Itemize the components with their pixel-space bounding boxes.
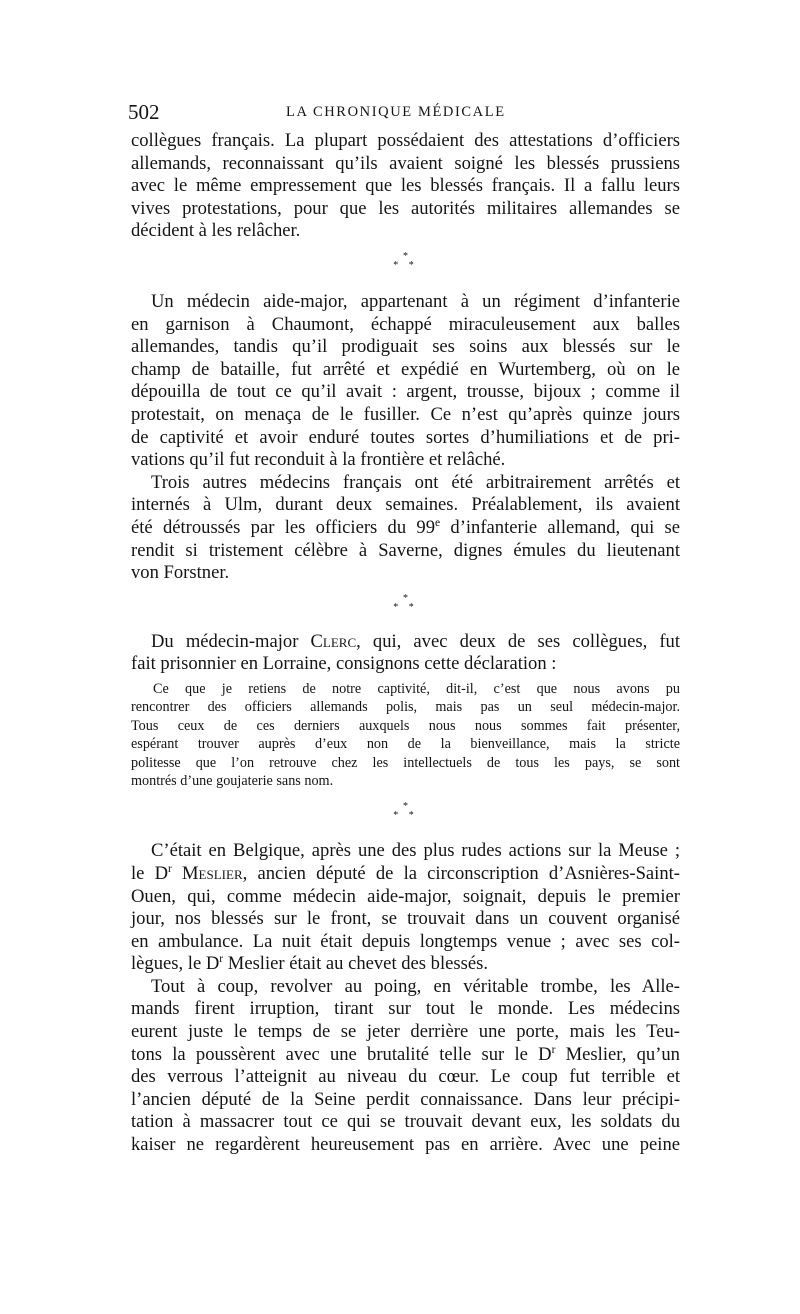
text-line: internés à Ulm, durant deux semaines. Préalablement, ils avaient bbox=[131, 494, 680, 516]
page bbox=[128, 100, 680, 1157]
superscript: e bbox=[435, 516, 441, 529]
author-name: Clerc bbox=[310, 630, 357, 652]
text-line: Du médecin-major Clerc, qui, avec deux de ses collègues, fut bbox=[151, 630, 680, 652]
text-line: eurent juste le temps de se jeter derrière une porte, mais les Teu- bbox=[131, 1021, 680, 1043]
attack-paragraph bbox=[131, 976, 680, 1157]
text-line: rendit si tristement célèbre à Saverne, dignes émules du lieutenant bbox=[131, 539, 680, 561]
text-line: allemands, reconnaissant qu’ils avaient soigné les blessés prussiens bbox=[131, 152, 680, 174]
text-line: tation à massacrer tout ce qui se trouvait devant eux, les soldats du bbox=[131, 1111, 680, 1133]
asterism-top: * bbox=[403, 592, 408, 604]
text-line: lègues, le $D^r$ Meslier était au chevet des blessés. bbox=[131, 953, 489, 975]
text-line: des verrous l’atteignit au niveau du cœur. Le coup fut terrible et bbox=[131, 1066, 680, 1088]
text-line: l’ancien député de la Seine perdit connaissance. Dans leur précipi- bbox=[131, 1088, 680, 1110]
section-asterism bbox=[131, 790, 680, 840]
text-line: Trois autres médecins français ont été arbitrairement arrêtés et bbox=[151, 471, 680, 493]
quote-line: montrés d’une goujaterie sans nom. bbox=[131, 772, 334, 789]
text-line: décident à les relâcher. bbox=[131, 220, 301, 242]
text-line: allemandes, tandis qu’il prodiguait ses soins aux blessés sur le bbox=[131, 336, 680, 358]
text-line: mands firent irruption, tirant sur tout le monde. Les médecins bbox=[131, 998, 680, 1020]
text-line: dépouilla de tout ce qu’il avait : argent, trousse, bijoux ; comme il bbox=[131, 381, 680, 403]
running-title: LA CHRONIQUE MÉDICALE bbox=[286, 104, 506, 120]
text-line: Un médecin aide-major, appartenant à un régiment d’infanterie bbox=[151, 290, 680, 312]
text-line: en ambulance. La nuit était depuis longtemps venue ; avec ses col- bbox=[131, 930, 680, 952]
text-line: avec le même empressement que les blessés français. Il a fallu leurs bbox=[131, 175, 680, 197]
asterism-bottom: * * bbox=[393, 601, 418, 613]
asterism-top: * bbox=[403, 801, 408, 813]
asterism-bottom: * * bbox=[393, 259, 418, 271]
superscript: r bbox=[551, 1043, 556, 1056]
quote-line: espérant trouver auprès d’eux non de la bienveillance, mais la stricte bbox=[131, 736, 680, 753]
section-asterism bbox=[131, 243, 680, 291]
text-line: jour, nos blessés sur le front, se trouvait dans un couvent organisé bbox=[131, 908, 680, 930]
asterism-bottom: * * bbox=[393, 810, 418, 822]
text-line: tons la poussèrent avec une brutalité telle sur le $D^r$ Meslier, qu’un bbox=[131, 1043, 680, 1065]
text-line: vations qu’il fut reconduit à la frontière et relâché. bbox=[131, 449, 506, 471]
quote-line: Ce que je retiens de notre captivité, dit-il, c’est que nous avons pu bbox=[153, 680, 680, 697]
text-line: protestait, on menaça de le fusiller. Ce n’est qu’après quinze jours bbox=[131, 403, 680, 425]
superscript: r bbox=[219, 953, 224, 966]
text-line: été détroussés par les officiers du 99e d’infanterie allemand, qui se bbox=[131, 516, 680, 538]
text-line: vives protestations, pour que les autorités militaires allemandes se bbox=[131, 197, 680, 219]
text-line: C’était en Belgique, après une des plus rudes actions sur la Meuse ; bbox=[151, 840, 680, 862]
person-name: Meslier bbox=[171, 862, 243, 884]
aide-major-paragraph bbox=[131, 291, 680, 472]
running-head bbox=[128, 100, 680, 130]
page-number: 502 bbox=[128, 100, 160, 124]
asterism-top: * bbox=[403, 250, 408, 262]
text-line: le $D^r$ Meslier, ancien député de la circonscription d’Asnières-Saint- bbox=[131, 862, 680, 884]
text-line: en garnison à Chaumont, échappé miraculeusement aux balles bbox=[131, 313, 680, 335]
section-asterism bbox=[131, 585, 680, 631]
text-line: von Forstner. bbox=[131, 562, 230, 584]
text-line: fait prisonnier en Lorraine, consignons cette déclaration : bbox=[131, 653, 557, 675]
superscript: r bbox=[168, 862, 172, 875]
text-line: kaiser ne regardèrent heureusement pas en arrière. Avec une peine bbox=[131, 1134, 680, 1156]
belgique-paragraph bbox=[131, 840, 680, 976]
ulm-paragraph bbox=[131, 472, 680, 585]
text-line: Tout à coup, revolver au poing, en véritable trombe, les Alle- bbox=[151, 975, 680, 997]
text-line: de captivité et avoir enduré toutes sortes d’humiliations et de pri- bbox=[131, 426, 680, 448]
continued-paragraph bbox=[131, 130, 680, 243]
quote-line: Tous ceux de ces derniers auxquels nous nous sommes fait présenter, bbox=[131, 717, 680, 734]
clerc-intro bbox=[131, 631, 680, 676]
text-line: collègues français. La plupart possédaient des attestations d’officiers bbox=[131, 130, 680, 151]
text-line: champ de bataille, fut arrêté et expédié en Wurtemberg, où on le bbox=[131, 358, 680, 380]
quote-line: politesse que l’on retrouve chez les intellectuels de tous les pays, se sont bbox=[131, 754, 680, 771]
quote-line: rencontrer des officiers allemands polis, mais pas un seul médecin-major. bbox=[131, 699, 680, 716]
block-quote bbox=[131, 680, 680, 790]
text-line: Ouen, qui, comme médecin aide-major, soignait, depuis le premier bbox=[131, 885, 680, 907]
